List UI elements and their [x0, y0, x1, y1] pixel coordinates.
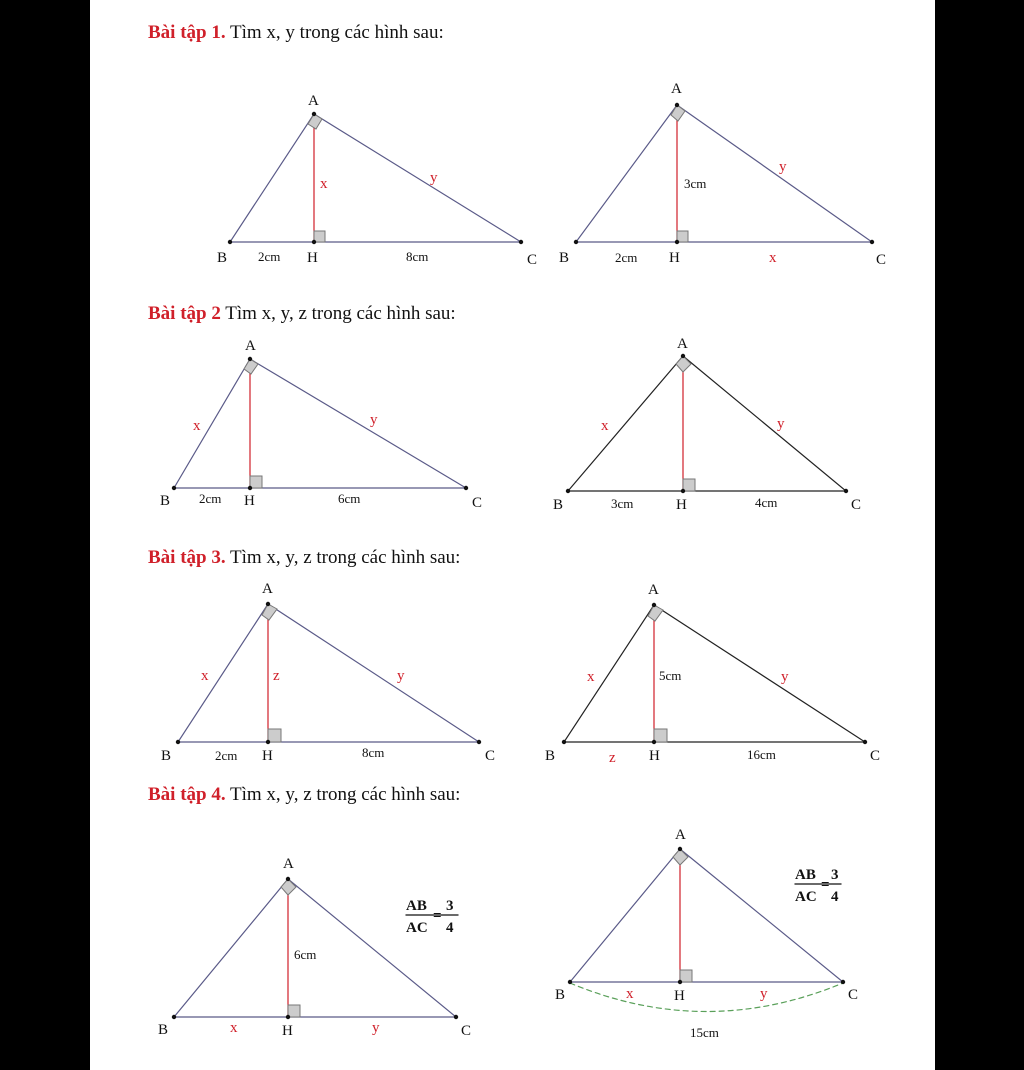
exercise-4-heading: Bài tập 4. Tìm x, y, z trong các hình sau:: [148, 784, 461, 805]
bh-variable: x: [626, 986, 634, 1002]
hc-variable: y: [760, 986, 768, 1002]
ac-variable: y: [777, 416, 785, 432]
vertex-c-label: C: [472, 495, 483, 511]
ratio-value-numerator: 3: [446, 898, 454, 914]
ratio-value-numerator: 3: [831, 867, 839, 883]
ratio-numerator: AB: [795, 867, 816, 883]
figure-5-labels: [161, 581, 495, 764]
exercise-1-heading: Bài tập 1. Tìm x, y trong các hình sau:: [148, 22, 444, 43]
ratio-value-denominator: 4: [831, 889, 839, 905]
ac-variable: y: [781, 669, 789, 685]
hc-length: 16cm: [747, 747, 776, 762]
hc-length: 8cm: [362, 745, 385, 760]
vertex-h-label: H: [674, 988, 685, 1004]
hc-length: 6cm: [338, 491, 361, 506]
vertex-b-label: B: [158, 1022, 169, 1038]
ratio-value-denominator: 4: [446, 920, 454, 936]
bc-dashed-arc: [570, 983, 843, 1012]
vertex-b-label: B: [161, 748, 172, 764]
ratio-numerator: AB: [406, 898, 427, 914]
ah-variable: z: [273, 668, 280, 684]
ratio-denominator: AC: [795, 889, 817, 905]
vertex-h-label: H: [244, 493, 255, 509]
vertex-c-label: C: [876, 252, 887, 268]
exercise-2-heading: Bài tập 2 Tìm x, y, z trong các hình sau:: [148, 303, 456, 324]
ac-variable: y: [397, 668, 405, 684]
ratio-denominator: AC: [406, 920, 428, 936]
ratio-equals: =: [821, 877, 830, 893]
vertex-a-label: A: [283, 856, 294, 872]
figure-1-triangle: [228, 112, 523, 244]
hc-variable: x: [769, 250, 777, 266]
vertex-h-label: H: [262, 748, 273, 764]
ac-variable: y: [430, 170, 438, 186]
hc-length: 4cm: [755, 495, 778, 510]
exercise-3-heading: Bài tập 3. Tìm x, y, z trong các hình sau:: [148, 547, 461, 568]
figure-3-labels: [160, 338, 482, 511]
vertex-a-label: A: [675, 827, 686, 843]
figure-3-triangle: [172, 357, 468, 490]
vertex-b-label: B: [217, 250, 228, 266]
vertex-b-label: B: [545, 748, 556, 764]
vertex-c-label: C: [870, 748, 881, 764]
ab-variable: x: [193, 418, 201, 434]
bh-variable: z: [609, 750, 616, 766]
figure-7-labels: [158, 856, 471, 1039]
ah-length: 6cm: [294, 947, 317, 962]
bc-length: 15cm: [690, 1025, 719, 1040]
figure-5-triangle: [176, 602, 481, 744]
vertex-h-label: H: [676, 497, 687, 513]
bh-length: 2cm: [258, 249, 281, 264]
vertex-a-label: A: [308, 93, 319, 109]
ab-variable: x: [587, 669, 595, 685]
vertex-c-label: C: [461, 1023, 472, 1039]
ah-length: 3cm: [684, 176, 707, 191]
vertex-b-label: B: [559, 250, 570, 266]
hc-length: 8cm: [406, 249, 429, 264]
ah-variable: x: [320, 176, 328, 192]
ac-variable: y: [779, 159, 787, 175]
vertex-h-label: H: [307, 250, 318, 266]
vertex-a-label: A: [262, 581, 273, 597]
vertex-c-label: C: [848, 987, 859, 1003]
vertex-a-label: A: [677, 336, 688, 352]
bh-length: 2cm: [199, 491, 222, 506]
bh-length: 2cm: [615, 250, 638, 265]
vertex-a-label: A: [245, 338, 256, 354]
ah-length: 5cm: [659, 668, 682, 683]
ab-variable: x: [601, 418, 609, 434]
vertex-c-label: C: [851, 497, 862, 513]
ac-variable: y: [370, 412, 378, 428]
vertex-b-label: B: [160, 493, 171, 509]
ab-variable: x: [201, 668, 209, 684]
figure-8-labels: [555, 827, 858, 1040]
bh-variable: x: [230, 1020, 238, 1036]
hc-variable: y: [372, 1020, 380, 1036]
vertex-c-label: C: [485, 748, 496, 764]
ratio-equals: =: [433, 908, 442, 924]
bh-length: 2cm: [215, 748, 238, 763]
figure-2-labels: [559, 81, 886, 268]
figure-2-triangle: [574, 103, 874, 244]
vertex-a-label: A: [671, 81, 682, 97]
vertex-b-label: B: [555, 987, 566, 1003]
vertex-b-label: B: [553, 497, 564, 513]
figure-6-labels: [545, 582, 880, 766]
figure-4-labels: [553, 336, 861, 513]
bh-length: 3cm: [611, 496, 634, 511]
vertex-c-label: C: [527, 252, 538, 268]
vertex-h-label: H: [669, 250, 680, 266]
figure-6-triangle: [562, 603, 867, 744]
vertex-a-label: A: [648, 582, 659, 598]
vertex-h-label: H: [649, 748, 660, 764]
vertex-h-label: H: [282, 1023, 293, 1039]
